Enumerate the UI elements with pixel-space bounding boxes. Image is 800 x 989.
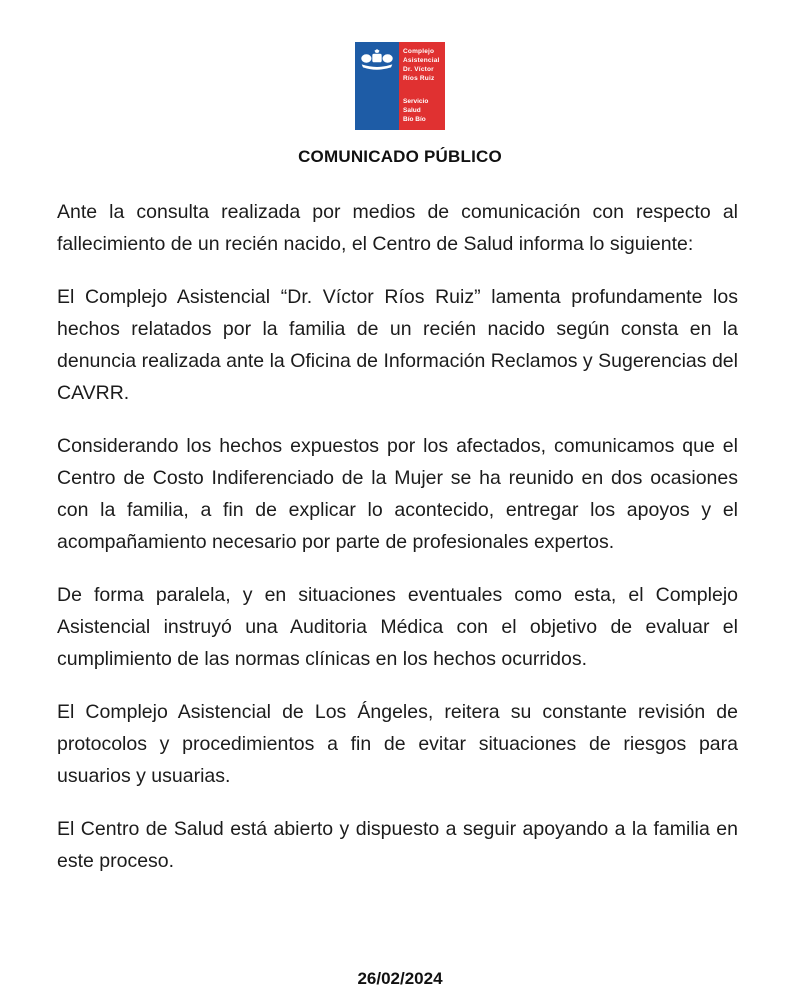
paragraph: El Complejo Asistencial “Dr. Víctor Ríos Ruiz” lamenta profundamente los hechos relatados por la familia de un recién nacido según consta en la denuncia realizada ante la Oficina de Información Reclamos y Sugerencias del CAVRR.	[57, 286, 738, 404]
logo-service-line: Bío Bío	[403, 116, 426, 123]
document-body	[0, 196, 800, 877]
logo-health-service-name	[403, 97, 442, 124]
paragraph: El Complejo Asistencial de Los Ángeles, reitera su constante revisión de protocolos y procedimientos a fin de evitar situaciones de riesgos para usuarios y usuarias.	[57, 701, 738, 787]
institution-logo	[355, 42, 445, 130]
document-date: 26/02/2024	[357, 969, 443, 988]
paragraph: El Centro de Salud está abierto y dispuesto a seguir apoyando a la familia en este proceso.	[57, 818, 738, 872]
logo-org-line: Complejo	[403, 48, 435, 55]
paragraph: De forma paralela, y en situaciones eventuales como esta, el Complejo Asistencial instruyó una Auditoria Médica con el objetivo de evaluar el cumplimiento de las normas clínicas en los hechos ocurridos.	[57, 584, 738, 670]
logo-org-line: Dr. Víctor	[403, 66, 434, 73]
logo-red-panel	[399, 42, 445, 130]
logo-service-line: Servicio Salud	[403, 98, 429, 114]
document-title: COMUNICADO PÚBLICO	[298, 147, 502, 166]
paragraph: Ante la consulta realizada por medios de comunicación con respecto al fallecimiento de un recién nacido, el Centro de Salud informa lo siguiente:	[57, 201, 738, 255]
paragraph: Considerando los hechos expuestos por los afectados, comunicamos que el Centro de Costo Indiferenciado de la Mujer se ha reunido en dos ocasiones con la familia, a fin de explicar lo acontecido, entregar los apoyos y el acompañamiento necesario por parte de profesionales expertos.	[57, 435, 738, 553]
logo-org-line: Ríos Ruiz	[403, 75, 435, 82]
logo-org-line: Asistencial	[403, 57, 440, 64]
logo-blue-panel	[355, 42, 399, 130]
logo-organization-name	[403, 47, 442, 83]
chile-coat-of-arms-icon	[360, 49, 394, 78]
